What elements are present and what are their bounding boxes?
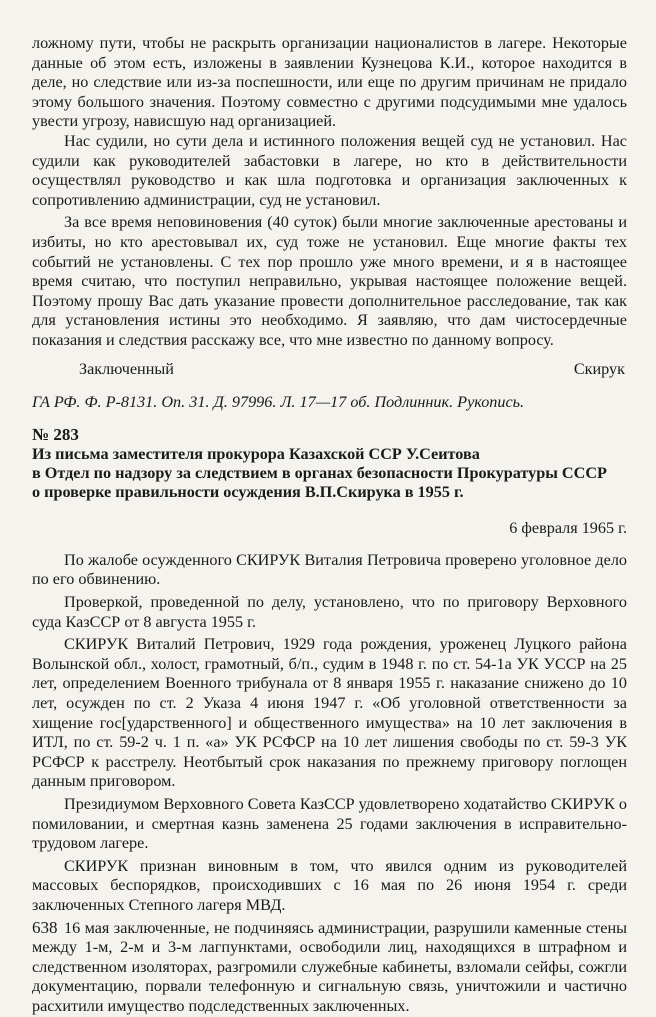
paragraph: СКИРУК признан виновным в том, что явился одним из руководителей массовых беспорядков, происходивших с 16 мая по 26 июня 1954 г. среди заключенных Степного лагеря МВД.	[32, 856, 627, 914]
signature-role: Заключенный	[79, 359, 174, 378]
heading-line: в Отдел по надзору за следствием в органах безопасности Прокуратуры СССР	[32, 464, 607, 483]
paragraph: 16 мая заключенные, не подчиняясь администрации, разрушили каменные стены между 1-м, 2-м и 3-м лагпунктами, освободили лиц, находящихся в штрафном и следственном изоляторах, разгромили служебные кабинеты, взломали сейфы, сожгли документацию, порвали телефонную и сигнальную связь, уничтожили и частично расхитили имущество подследственных заключенных.	[32, 918, 627, 1015]
paragraph: СКИРУК Виталий Петрович, 1929 года рождения, уроженец Луцкого района Волынской обл., холост, грамотный, б/п., судим в 1948 г. по ст. 54-1а УК УССР на 25 лет, определением Военного трибунала от 8 января 1955 г. наказание снижено до 10 лет, осужден по ст. 2 Указа 4 июня 1947 г. «Об уголовной ответственности за хищение гос[ударственного] и общественного имущества» на 10 лет заключения в ИТЛ, по ст. 59-2 ч. 1 п. «а» УК РСФСР на 10 лет лишения свободы по ст. 59-3 УК РСФСР к расстрелу. Неотбытый срок наказания по прежнему приговору поглощен данным приговором.	[32, 635, 627, 791]
signature-name: Скирук	[573, 359, 625, 378]
document-number: № 283	[32, 424, 79, 444]
document-date: 6 февраля 1965 г.	[509, 519, 627, 538]
document-heading	[32, 445, 627, 502]
source-note: ГА РФ. Ф. Р-8131. Оп. 31. Д. 97996. Л. 17—17 об. Подлинник. Рукопись.	[32, 393, 525, 412]
paragraph: По жалобе осужденного СКИРУК Виталия Петровича проверено уголовное дело по его обвинению.	[32, 550, 627, 589]
signature-line	[32, 360, 627, 380]
paragraph: За все время неповиновения (40 суток) были многие заключенные арестованы и избиты, но кто арестовывал их, суд тоже не установил. Еще многие факты тех событий не установлены. С тех пор прошло уже много времени, и я в настоящее время считаю, что поступил неправильно, укрывая настоящее положение вещей. Поэтому прошу Вас дать указание провести дополнительное расследование, так как для установления истины это необходимо. Я заявляю, что дам чистосердечные показания и следствия расскажу все, что мне известно по данному вопросу.	[32, 213, 627, 349]
page-number: 638	[32, 918, 58, 937]
paragraph: Проверкой, проведенной по делу, установлено, что по приговору Верховного суда КазССР от 8 августа 1955 г.	[32, 593, 627, 631]
paragraph-continued: ложному пути, чтобы не раскрыть организации националистов в лагере. Некоторые данные об этом есть, изложены в заявлении Кузнецова К.И., которое находится в деле, но следствие или из-за поспешности, или еще по другим причинам не придало этому большого значения. Поэтому совместно с другими подсудимыми мне удалось увести угрозу, нависшую над организацией.	[32, 34, 627, 131]
heading-line: о проверке правильности осуждения В.П.Скирука в 1955 г.	[32, 483, 464, 502]
paragraph: Нас судили, но сути дела и истинного положения вещей суд не установил. Нас судили как руководителей забастовки в лагере, но кто в действительности осуществлял руководство и как шла подготовка и организация заключенных к сопротивлению администрации, суд не установил.	[32, 131, 627, 209]
heading-line: Из письма заместителя прокурора Казахской ССР У.Сеитова	[32, 445, 480, 464]
paragraph: Президиумом Верховного Совета КазССР удовлетворено ходатайство СКИРУК о помиловании, и смертная казнь заменена 25 годами заключения в исправительно-трудовом лагере.	[32, 795, 627, 853]
